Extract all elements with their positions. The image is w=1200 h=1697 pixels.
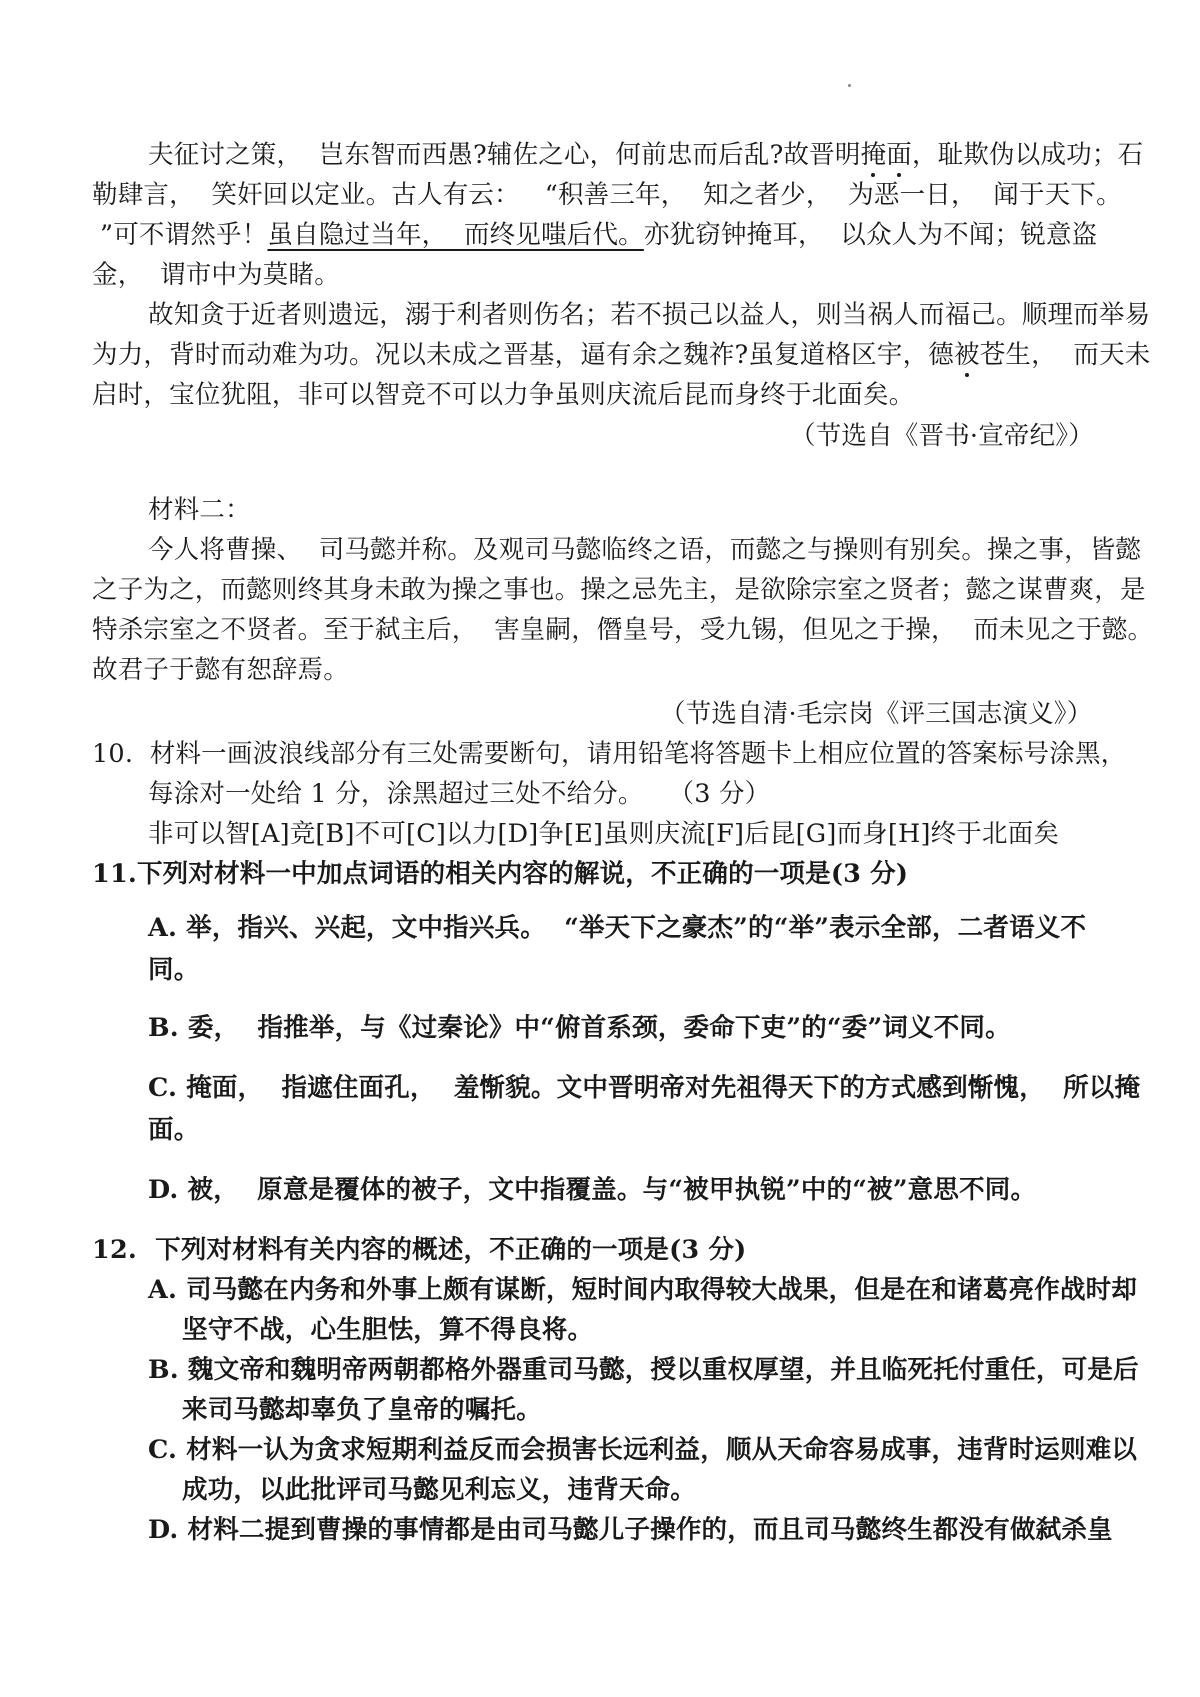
material2-line: 之子为之，而懿则终其身未敢为操之事也。操之忌先主，是欲除宗室之贤者；懿之谋曹爽，是 [92,575,1146,605]
material2-line: 故君子于懿有恕辞焉。 [92,655,350,685]
question-12-option-c: 成功，以此批评司马懿见利忘义，违背天命。 [182,1475,697,1505]
question-11-option-c: C. 掩面， 指遮住面孔， 羞惭貌。文中晋明帝对先祖得天下的方式感到惭愧， 所以掩 [148,1073,1141,1103]
material2-line: 今人将曹操、 司马懿并称。及观司马懿临终之语，而懿之与操则有别矣。操之事，皆懿 [148,535,1142,565]
question-12-stem: 12. 下列对材料有关内容的概述，不正确的一项是(3 分) [92,1235,747,1265]
material1-line: 故知贪于近者则遗远，溺于利者则伤名；若不损己以益人，则当祸人而福己。顺理而举易 [148,300,1151,330]
source-citation: （节选自《晋书·宣帝纪》） [790,421,1094,451]
emphasis-char: 面 [886,140,912,170]
material1-line: ”可不谓然乎！虽自隐过当年， 而终见嗤后代。亦犹窃钟掩耳， 以众人为不闻；锐意盗 [100,220,1098,250]
question-10-sentence: 非可以智[A]竞[B]不可[C]以力[D]争[E]虽则庆流[F]后昆[G]而身[H]终于北面矣 [148,819,1060,849]
material2-line: 特杀宗室之不贤者。至于弑主后， 害皇嗣，僭皇号，受九锡，但见之于操， 而未见之于懿。 [92,615,1154,645]
question-11-option-c: 面。 [148,1115,200,1145]
question-12-option-a: 坚守不战，心生胆怯，算不得良将。 [182,1315,594,1345]
material1-line: 夫征讨之策， 岂东智而西愚?辅佐之心，何前忠而后乱?故晋明掩面，耻欺伪以成功；石 [148,140,1144,170]
material1-line: 为力，背时而动难为功。况以未成之晋基，逼有余之魏祚?虽复道格区宇，德被苍生， 而天未 [92,340,1151,370]
question-11-option-a: 同。 [148,955,200,985]
question-11-stem: 11.下列对材料一中加点词语的相关内容的解说，不正确的一项是(3 分) [92,859,909,889]
material2-heading: 材料二： [148,495,251,525]
question-11-option-b: B. 委， 指推举，与《过秦论》中“俯首系颈，委命下吏”的“委”词义不同。 [148,1013,1011,1043]
question-12-option-b: 来司马懿却辜负了皇帝的嘱托。 [182,1395,542,1425]
underlined-sentence: 虽自隐过当年， 而终见嗤后代。 [267,220,644,250]
question-11-option-a: A. 举，指兴、兴起，文中指兴兵。 “举天下之豪杰”的“举”表示全部，二者语义不 [148,913,1087,943]
question-12-option-a: A. 司马懿在内务和外事上颇有谋断，短时间内取得较大战果，但是在和诸葛亮作战时却 [148,1275,1138,1305]
question-12-option-d: D. 材料二提到曹操的事情都是由司马懿儿子操作的，而且司马懿终生都没有做弑杀皇 [148,1515,1113,1545]
question-12-option-b: B. 魏文帝和魏明帝两朝都格外器重司马懿，授以重权厚望，并且临死托付重任，可是后 [148,1355,1139,1385]
source-citation: （节选自清·毛宗岗《评三国志演义》） [660,699,1093,729]
material1-line: 勒肆言， 笑奸回以定业。古人有云： “积善三年， 知之者少， 为恶一日， 闻于天下。 [92,180,1122,210]
question-10-stem: 每涂对一处给 1 分，涂黑超过三处不给分。 （3 分） [148,779,771,809]
question-10-stem: 10. 材料一画波浪线部分有三处需要断句，请用铅笔将答题卡上相应位置的答案标号涂黑， [92,739,1127,769]
material1-line: 启时，宝位犹阻，非可以智竞不可以力争虽则庆流后昆而身终于北面矣。 [92,380,915,410]
material1-line: 金， 谓市中为莫睹。 [92,260,340,290]
question-12-option-c: C. 材料一认为贪求短期利益反而会损害长远利益，顺从天命容易成事，违背时运则难以 [148,1435,1138,1465]
emphasis-char: 掩 [860,140,887,170]
emphasis-char: 被 [953,340,980,370]
question-11-option-d: D. 被， 原意是覆体的被子，文中指覆盖。与“被甲执锐”中的“被”意思不同。 [148,1175,1037,1205]
scan-speck [848,84,851,87]
